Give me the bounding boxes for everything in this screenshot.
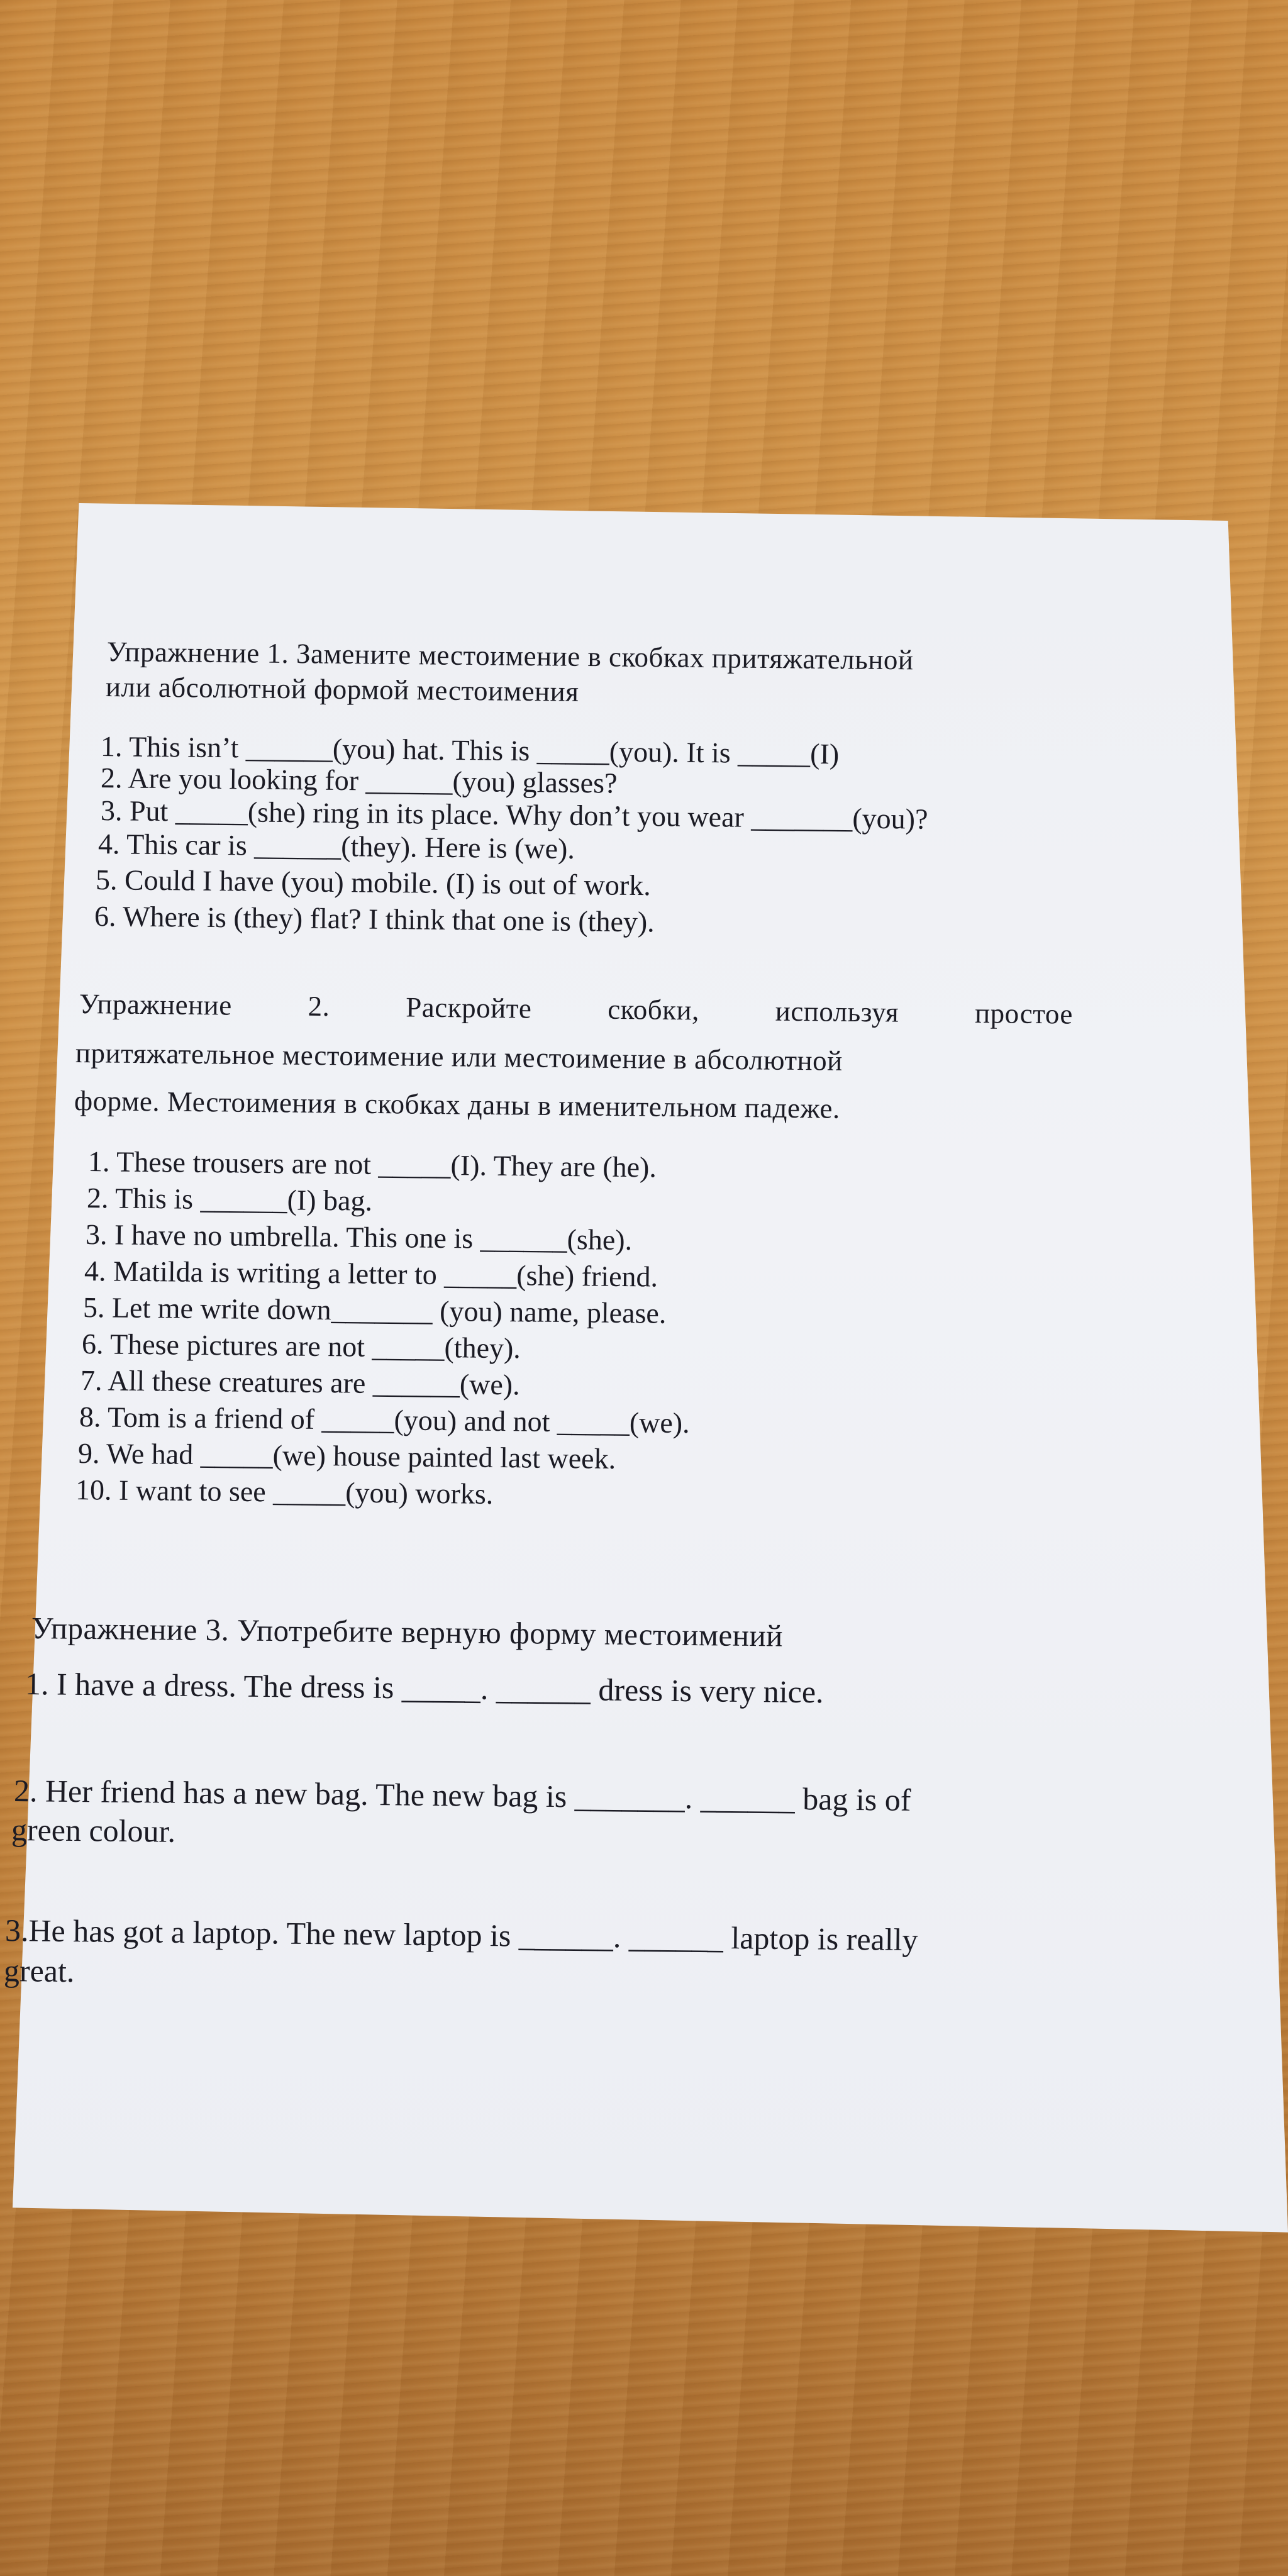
exercise-1-item-6: 6. Where is (they) flat? I think that one is (they). [94,900,655,938]
exercise-1-title-cont: или абсолютной формой местоимения [105,671,579,708]
exercise-2-title-word: скобки, [607,993,700,1026]
exercise-2-item-1: 1. These trousers are not _____(I). They are (he). [87,1145,657,1184]
exercise-2-item-9: 9. We had _____(we) house painted last week. [77,1437,616,1475]
exercise-2-title-word: используя [775,995,899,1028]
exercise-2-title-word: простое [974,997,1074,1030]
exercise-1-item-4: 4. This car is ______(they). Here is (we). [97,828,575,865]
exercise-3-item-2: 2. Her friend has a new bag. The new bag is _______. ______ bag is of [13,1773,911,1818]
exercise-1-item-1: 1. This isn’t ______(you) hat. This is _____(you). It is _____(I) [100,730,840,770]
exercise-2-item-4: 4. Matilda is writing a letter to _____(she) friend. [84,1255,658,1293]
exercise-3-item-3-cont: great. [3,1953,75,1989]
exercise-2-item-8: 8. Tom is a friend of _____(you) and not _____(we). [79,1401,690,1440]
exercise-1-item-5: 5. Could I have (you) mobile. (I) is out of work. [95,863,652,902]
exercise-1-title: Упражнение 1. Замените местоимение в скобках притяжательной [106,636,914,676]
exercise-1-item-3: 3. Put _____(she) ring in its place. Why don’t you wear _______(you)? [100,794,928,835]
exercise-3-item-3: 3.He has got a laptop. The new laptop is ______. ______ laptop is really [4,1913,918,1958]
exercise-2-title-cont: притяжательное местоимение или местоимение в абсолютной [75,1037,843,1077]
exercise-2-item-3: 3. I have no umbrella. This one is ______(she). [85,1218,633,1257]
exercise-2-item-7: 7. All these creatures are ______(we). [80,1364,520,1401]
exercise-3-item-2-cont: green colour. [11,1812,176,1849]
exercise-2-title-cont-2: форме. Местоимения в скобках даны в именительном падеже. [74,1085,841,1124]
exercise-2-title-word: 2. [308,990,330,1023]
exercise-1-item-2: 2. Are you looking for ______(you) glasses? [100,762,618,799]
exercise-2-item-10: 10. I want to see _____(you) works. [75,1474,494,1510]
exercise-2-title-word: Раскройте [406,991,532,1024]
exercise-2-item-2: 2. This is ______(I) bag. [86,1182,373,1217]
exercise-3-item-1: 1. I have a dress. The dress is _____. ______ dress is very nice. [25,1666,824,1710]
exercise-2-title-word: Упражнение [79,988,232,1021]
exercise-2-item-5: 5. Let me write down_______ (you) name, please. [82,1291,667,1330]
exercise-2-item-6: 6. These pictures are not _____(they). [81,1328,521,1365]
exercise-3-title: Упражнение 3. Употребите верную форму местоимений [31,1611,784,1653]
